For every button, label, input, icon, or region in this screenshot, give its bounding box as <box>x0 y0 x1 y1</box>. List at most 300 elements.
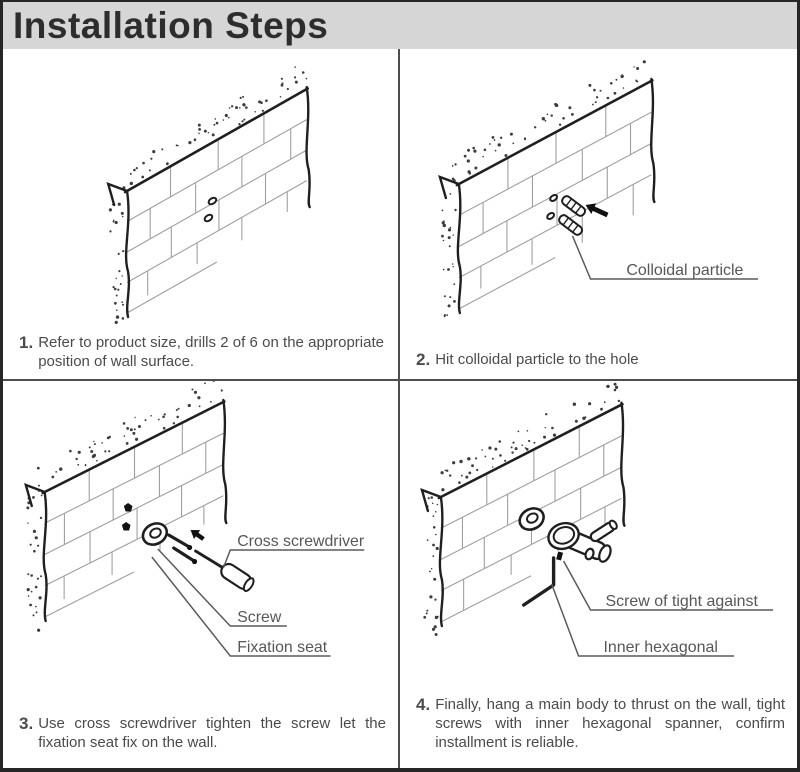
speckle-dot <box>441 488 444 491</box>
speckle-dot <box>620 75 623 78</box>
speckle-dot <box>427 539 429 541</box>
screwdriver-shaft <box>196 551 224 568</box>
speckle-dot <box>212 133 215 136</box>
speckle-dot <box>428 497 430 499</box>
speckle-dot <box>55 471 57 473</box>
speckle-dot <box>429 595 432 598</box>
speckle-dot <box>440 471 443 474</box>
speckle-dot <box>27 522 28 523</box>
speckle-dot <box>449 296 451 298</box>
speckle-dot <box>176 409 178 411</box>
speckle-dot <box>32 614 34 616</box>
speckle-dot <box>494 139 496 141</box>
cross-screwdriver-label <box>223 533 364 568</box>
speckle-dot <box>122 250 124 252</box>
speckle-dot <box>453 300 456 303</box>
speckle-dot <box>93 441 94 442</box>
wall-left-edge <box>458 184 461 313</box>
speckle-dot <box>432 628 435 631</box>
brick-row-line <box>441 576 531 622</box>
speckle-dot <box>461 475 463 477</box>
speckle-dot <box>636 67 639 70</box>
speckle-dot <box>33 530 36 533</box>
speckle-dot <box>431 568 432 569</box>
label-text: Inner hexagonal <box>603 638 718 657</box>
speckle-dot <box>118 270 120 272</box>
speckle-dot <box>465 476 468 479</box>
speckle-dot <box>173 422 175 424</box>
step-panel-1 <box>3 49 400 381</box>
speckle-dot <box>240 97 242 99</box>
speckle-dot <box>210 401 212 403</box>
speckle-dot <box>262 110 264 112</box>
speckle-dot <box>163 427 166 430</box>
speckle-dot <box>423 616 426 619</box>
speckle-dot <box>437 616 439 618</box>
speckle-dot <box>138 425 141 428</box>
speckle-dot <box>243 119 245 121</box>
speckle-dot <box>116 295 118 297</box>
speckle-dot <box>132 432 135 435</box>
speckle-dot <box>430 496 433 499</box>
speckle-dot <box>600 408 603 411</box>
speckle-dot <box>29 604 32 607</box>
speckle-dot <box>77 464 79 466</box>
speckle-dot <box>444 315 446 317</box>
speckle-dot <box>94 443 96 445</box>
speckle-dot <box>241 120 243 122</box>
speckle-dot <box>126 427 129 430</box>
speckle-dot <box>107 437 110 440</box>
speckle-dot <box>592 104 594 106</box>
speckle-dot <box>614 383 617 386</box>
speckle-dot <box>197 396 200 399</box>
speckle-dot <box>295 81 298 84</box>
speckle-dot <box>141 176 144 179</box>
step-caption <box>400 685 797 768</box>
brick-row-line <box>127 262 217 313</box>
step-panel-2 <box>400 49 797 381</box>
mounted-body-and-spanner <box>516 504 618 605</box>
speckle-dot <box>553 434 556 437</box>
speckle-dot <box>150 415 152 417</box>
speckle-dot <box>85 464 87 466</box>
drill-hole <box>203 213 213 222</box>
speckle-dot <box>555 104 558 107</box>
speckle-dot <box>242 96 244 98</box>
step-caption <box>3 704 398 768</box>
speckle-dot <box>37 629 40 632</box>
speckle-dot <box>158 419 160 421</box>
speckle-dot <box>31 591 33 593</box>
speckle-dot <box>443 240 445 242</box>
speckle-dot <box>633 66 634 67</box>
speckle-dot <box>36 611 38 613</box>
step-number: 4. <box>416 695 431 714</box>
speckle-dot <box>448 236 451 239</box>
speckle-dot <box>198 124 201 127</box>
speckle-dot <box>96 460 98 462</box>
step-text: Finally, hang a main body to thrust on the wall, tight screws with inner hexagonal spanner, confirm installment is reliable. <box>435 696 785 751</box>
speckle-dot <box>93 454 96 457</box>
speckle-dot <box>213 124 215 126</box>
speckle-dot <box>498 143 501 146</box>
speckle-dot <box>194 138 197 141</box>
speckle-dot <box>134 428 136 430</box>
speckle-dot <box>559 124 561 126</box>
speckle-dot <box>527 430 529 432</box>
speckle-dot <box>69 450 72 453</box>
speckle-dot <box>449 245 451 247</box>
speckle-dot <box>216 122 219 125</box>
speckle-dot <box>614 389 617 392</box>
speckle-dot <box>472 147 475 150</box>
speckle-dot <box>121 301 123 303</box>
speckle-dot <box>441 235 444 238</box>
speckle-dot <box>149 169 151 171</box>
speckle-dot <box>481 449 483 451</box>
screw-head <box>192 559 197 564</box>
speckle-dot <box>426 610 428 612</box>
speckle-dot <box>432 555 434 557</box>
speckle-dot <box>512 442 514 444</box>
speckle-dot <box>109 230 111 232</box>
wall-top-edge <box>457 80 653 185</box>
speckle-dot <box>35 606 37 608</box>
speckle-dot <box>610 82 613 85</box>
page-title: Installation Steps <box>13 5 329 46</box>
brick-row-line <box>127 120 307 222</box>
speckle-dot <box>495 150 497 152</box>
speckle-dot <box>432 544 435 547</box>
brick-row-line <box>459 258 555 310</box>
speckle-dot <box>467 149 470 152</box>
speckle-dot <box>122 275 123 276</box>
speckle-dot <box>435 534 437 536</box>
speckle-dot <box>464 155 467 158</box>
speckle-dot <box>225 114 228 117</box>
speckle-dot <box>162 416 165 419</box>
speckle-dot <box>145 419 147 421</box>
wall-anchor <box>124 503 133 512</box>
speckle-dot <box>104 450 106 452</box>
speckle-dot <box>238 123 240 125</box>
speckle-dot <box>442 210 444 212</box>
wall-top-edge <box>43 402 225 494</box>
speckle-dot <box>115 221 118 224</box>
speckle-dot <box>204 382 206 384</box>
speckle-dot <box>164 413 166 415</box>
speckle-dot <box>123 422 126 425</box>
speckle-dot <box>473 150 476 153</box>
speckle-dot <box>568 106 571 109</box>
title-bar <box>3 2 797 49</box>
speckle-dot <box>213 381 215 382</box>
speckle-dot <box>40 575 42 577</box>
speckle-dot <box>166 162 169 165</box>
speckle-dot <box>28 595 30 597</box>
speckle-dot <box>637 81 639 83</box>
label-text: Screw of tight against <box>605 592 758 611</box>
speckle-dot <box>126 442 129 445</box>
speckle-dot <box>113 220 115 222</box>
speckle-dot <box>515 447 518 450</box>
speckle-dot <box>27 573 29 575</box>
speckle-dot <box>498 440 501 443</box>
speckle-dot <box>504 460 506 462</box>
speckle-dot <box>294 66 296 68</box>
speckle-dot <box>449 193 451 195</box>
wall-corner-crack <box>422 490 441 511</box>
speckle-dot <box>280 96 282 98</box>
colloidal-particle-label <box>573 236 759 279</box>
brick-row-line <box>459 175 652 278</box>
speckle-dot <box>494 448 497 451</box>
speckle-dot <box>511 451 513 453</box>
speckle-dot <box>521 444 523 446</box>
speckle-dot <box>543 436 546 439</box>
speckle-dot <box>436 547 439 550</box>
speckle-dot <box>37 578 39 580</box>
speckle-dot <box>116 315 119 318</box>
speckle-dot <box>258 100 261 103</box>
speckle-dot <box>41 495 43 497</box>
speckle-dot <box>191 389 193 391</box>
speckle-dot <box>78 451 81 454</box>
speckle-dot <box>281 78 283 80</box>
drill-holes <box>203 196 217 222</box>
speckle-dot <box>254 111 256 113</box>
speckle-dot <box>198 128 201 131</box>
leader-line <box>223 550 364 568</box>
speckle-dot <box>39 596 42 599</box>
speckle-dot <box>30 544 32 546</box>
speckle-dot <box>30 574 33 577</box>
speckle-dot <box>482 156 484 158</box>
step-number: 2. <box>416 350 431 369</box>
speckle-dot <box>117 289 119 291</box>
speckle-dot <box>575 420 578 423</box>
step-text: Refer to product size, drills 2 of 6 on the appropriate position of wall surface. <box>38 334 384 370</box>
speckle-dot <box>588 84 591 87</box>
speckle-dot <box>124 435 126 437</box>
speckle-dot <box>37 545 39 547</box>
speckle-dot <box>545 120 547 122</box>
step-1-illustration <box>3 49 398 327</box>
speckle-dot <box>551 114 553 116</box>
speckle-dot <box>454 163 456 165</box>
speckle-dot <box>130 173 132 175</box>
speckle-dot <box>623 87 625 89</box>
speckle-dot <box>512 143 514 145</box>
speckle-dot <box>533 442 535 444</box>
speckle-dot <box>245 106 248 109</box>
wall-right-edge <box>621 403 624 526</box>
step-2-illustration <box>400 49 797 327</box>
step-3-illustration <box>3 381 398 683</box>
speckle-dot <box>229 107 231 109</box>
speckle-dot <box>134 417 135 418</box>
allen-key <box>524 558 554 605</box>
wall-left-edge <box>126 191 129 317</box>
speckle-dot <box>471 464 474 467</box>
speckle-dot <box>435 633 438 636</box>
speckle-dot <box>426 612 428 614</box>
wall-right-edge <box>651 79 654 202</box>
speckle-dot <box>607 97 610 100</box>
speckle-dot <box>177 145 178 146</box>
label-text: Screw <box>237 608 282 627</box>
step-panel-3 <box>3 381 400 768</box>
speckle-dot <box>59 467 62 470</box>
step-4-illustration <box>400 381 797 683</box>
speckle-dot <box>615 79 617 81</box>
speckle-dot <box>194 391 197 394</box>
speckle-dot <box>593 89 596 92</box>
speckle-dot <box>551 427 554 430</box>
speckle-dot <box>198 133 200 135</box>
speckle-dot <box>596 96 598 98</box>
speckle-dot <box>459 460 462 463</box>
speckle-dot <box>135 438 138 441</box>
step-panel-4 <box>400 381 797 768</box>
speckle-dot <box>618 400 620 402</box>
wall-right-edge <box>223 400 226 523</box>
speckle-dot <box>115 321 118 324</box>
speckle-dot <box>265 99 268 102</box>
step-caption <box>400 344 797 379</box>
speckle-dot <box>204 130 207 133</box>
speckle-dot <box>435 511 437 513</box>
speckle-dot <box>35 536 38 539</box>
speckle-dot <box>443 224 446 227</box>
speckle-dot <box>643 60 646 63</box>
brick-wall <box>108 66 309 324</box>
step-text: Hit colloidal particle to the hole <box>435 351 639 368</box>
speckle-dot <box>499 454 502 457</box>
speckle-dot <box>447 268 450 271</box>
colloidal-particle <box>558 214 584 237</box>
speckle-dot <box>528 440 530 442</box>
speckle-dot <box>545 427 546 428</box>
speckle-dot <box>108 450 110 452</box>
speckle-dot <box>448 304 451 307</box>
screw-head <box>187 545 192 550</box>
steps-grid <box>3 49 797 768</box>
speckle-dot <box>433 578 436 581</box>
wall-anchor <box>122 522 131 531</box>
speckle-dot <box>188 404 191 407</box>
speckle-dot <box>444 295 446 297</box>
speckle-dot <box>573 403 576 406</box>
speckle-dot <box>114 288 117 291</box>
speckle-dot <box>38 485 40 487</box>
speckle-dot <box>75 458 77 460</box>
drill-hole <box>546 212 555 220</box>
speckle-dot <box>595 101 597 103</box>
speckle-dot <box>130 428 133 431</box>
speckle-dot <box>615 386 618 389</box>
speckle-dot <box>454 209 456 211</box>
speckle-dot <box>434 599 436 601</box>
screw-of-tight-against-label <box>564 561 773 610</box>
speckle-dot <box>122 304 124 306</box>
speckle-dot <box>37 467 40 470</box>
speckle-dot <box>223 119 225 121</box>
speckle-dot <box>458 481 461 484</box>
speckle-dot <box>484 456 486 458</box>
speckle-dot <box>452 266 453 267</box>
push-arrow <box>191 530 205 541</box>
speckle-dot <box>545 413 547 415</box>
speckle-dot <box>534 126 536 128</box>
speckle-dot <box>281 84 284 87</box>
speckle-dot <box>518 431 520 433</box>
speckle-dot <box>526 448 529 451</box>
wall-left-edge <box>440 497 443 626</box>
speckle-dot <box>453 234 454 235</box>
speckle-dot <box>228 117 230 119</box>
colloidal-particle <box>561 195 587 218</box>
hook-prong <box>589 519 618 543</box>
speckle-dot <box>208 132 209 133</box>
screw-label <box>158 549 287 626</box>
speckle-dot <box>32 496 35 499</box>
speckle-dot <box>484 149 487 152</box>
speckle-dot <box>488 446 491 449</box>
speckle-dot <box>287 88 289 90</box>
speckle-dot <box>116 309 118 311</box>
speckle-dot <box>116 278 117 279</box>
speckle-dot <box>547 114 549 116</box>
wall-left-edge <box>44 492 47 621</box>
brick-row-line <box>127 181 307 283</box>
speckle-dot <box>449 474 451 476</box>
speckle-dot <box>214 118 216 120</box>
speckle-dot <box>467 458 469 460</box>
speckle-dot <box>492 466 494 468</box>
speckle-dot <box>239 107 241 109</box>
screw-shaft <box>169 535 188 546</box>
speckle-dot <box>450 227 452 229</box>
speckle-dot <box>606 386 608 388</box>
speckle-dot <box>476 469 478 471</box>
label-text: Colloidal particle <box>626 261 744 280</box>
label-text: Fixation seat <box>237 638 328 657</box>
speckle-dot <box>542 117 545 120</box>
speckle-dot <box>242 103 245 106</box>
speckle-dot <box>588 402 591 405</box>
step-number: 3. <box>19 714 34 733</box>
speckle-dot <box>176 416 179 419</box>
speckle-dot <box>446 314 448 316</box>
speckle-dot <box>231 105 233 107</box>
speckle-dot <box>492 136 495 139</box>
speckle-dot <box>101 442 103 444</box>
speckle-dot <box>452 461 455 464</box>
speckle-dot <box>188 141 191 144</box>
speckle-dot <box>40 517 42 519</box>
speckle-dot <box>122 317 125 320</box>
speckle-dot <box>444 470 446 472</box>
speckle-dot <box>109 208 112 211</box>
speckle-dot <box>152 150 155 153</box>
speckle-dot <box>306 78 308 80</box>
speckle-dot <box>452 263 454 265</box>
speckle-dot <box>35 586 38 589</box>
speckle-dot <box>432 503 434 505</box>
speckle-dot <box>468 472 471 475</box>
